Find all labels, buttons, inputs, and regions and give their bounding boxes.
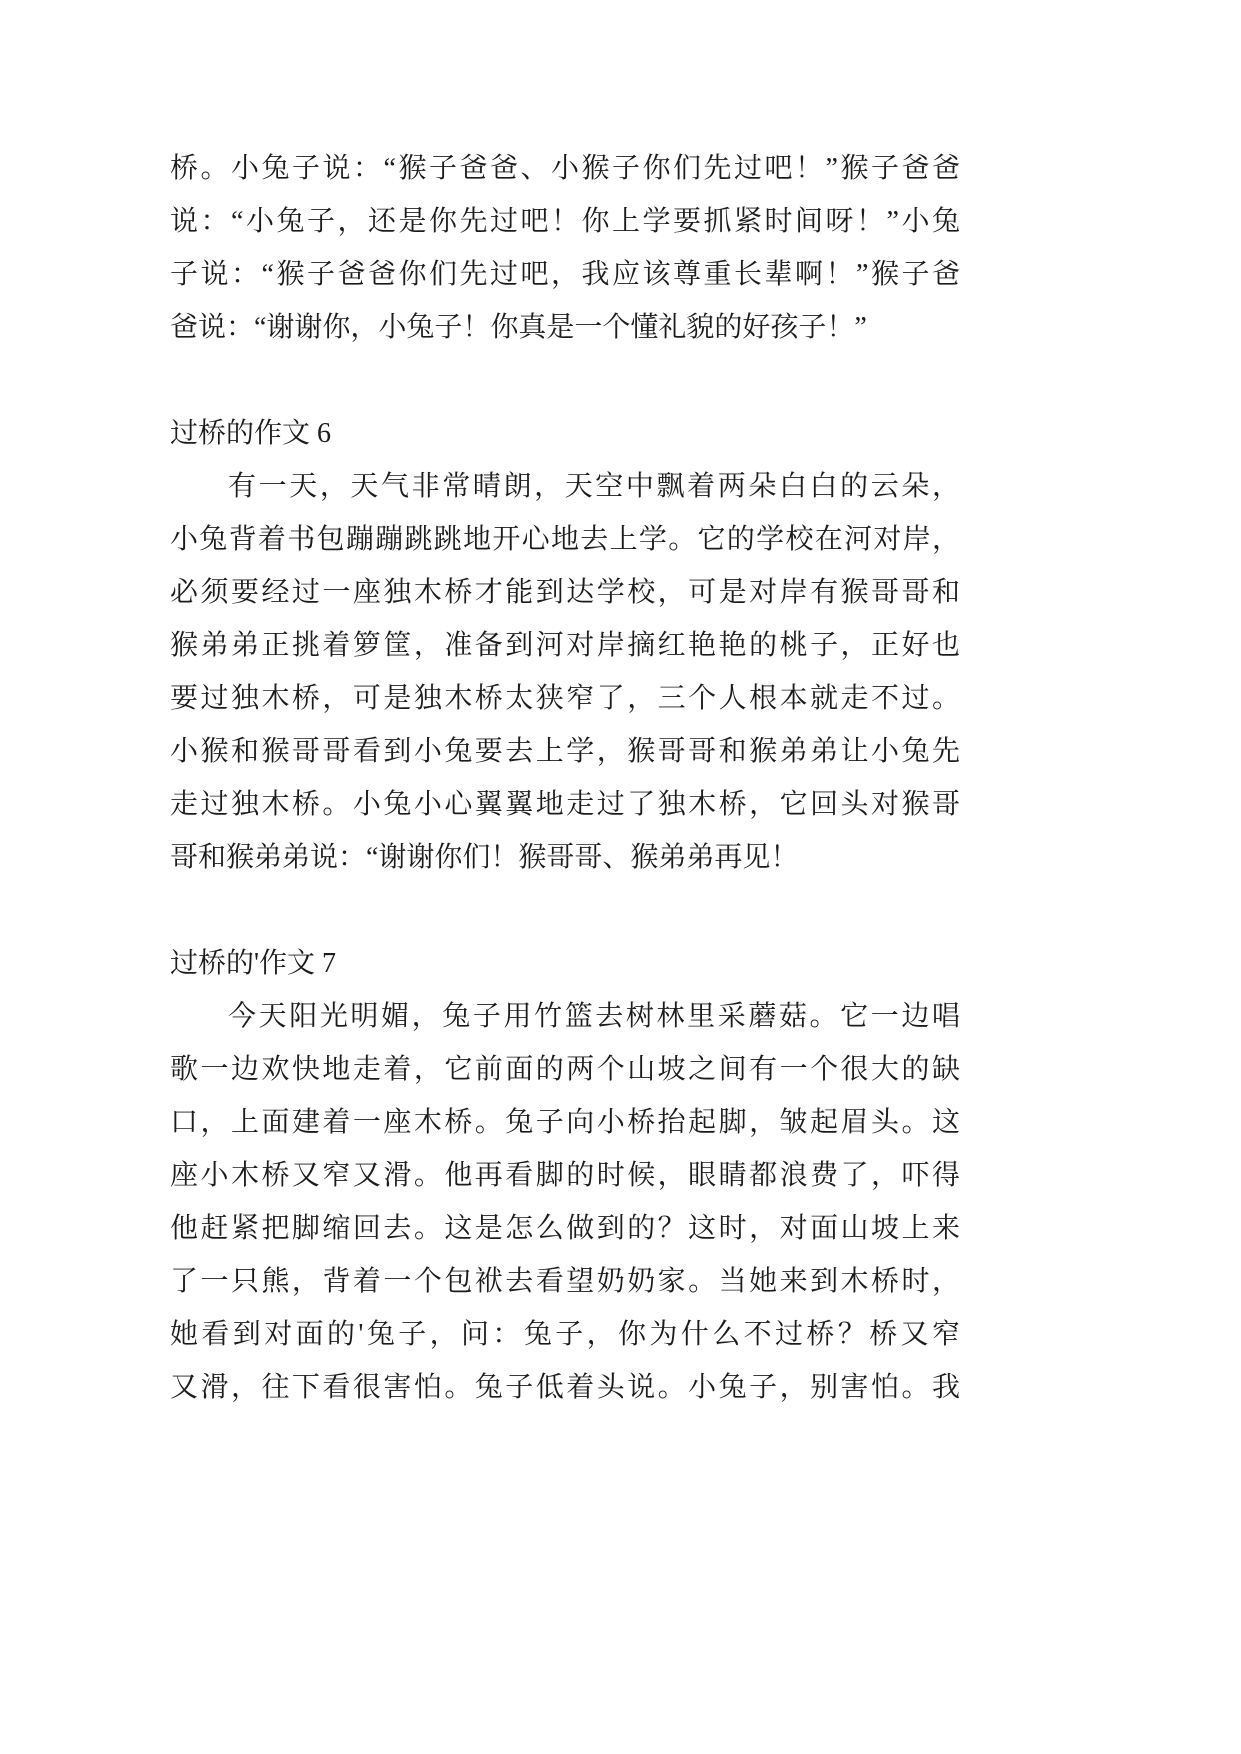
essay-7-line: 又滑，往下看很害怕。兔子低着头说。小兔子，别害怕。我	[170, 1372, 960, 1403]
paragraph-line: 子说：“猴子爸爸你们先过吧，我应该尊重长辈啊！”猴子爸	[170, 259, 960, 290]
paragraph-line: 爸说：“谢谢你，小兔子！你真是一个懂礼貌的好孩子！”	[170, 312, 867, 343]
essay-7-line: 她看到对面的'兔子，问：兔子，你为什么不过桥？桥又窄	[170, 1319, 960, 1350]
essay-6-line: 要过独木桥，可是独木桥太狭窄了，三个人根本就走不过。	[170, 683, 960, 714]
continuation-paragraph	[170, 142, 960, 354]
essay-7-line: 歌一边欢快地走着，它前面的两个山坡之间有一个很大的缺	[170, 1054, 960, 1085]
essay-7-line: 口，上面建着一座木桥。兔子向小桥抬起脚，皱起眉头。这	[170, 1107, 960, 1138]
paragraph-line: 说：“小兔子，还是你先过吧！你上学要抓紧时间呀！”小兔	[170, 206, 960, 237]
essay-6-line: 哥和猴弟弟说：“谢谢你们！猴哥哥、猴弟弟再见！	[170, 842, 799, 873]
essay-6-heading: 过桥的作文 6	[170, 418, 332, 449]
essay-6-line: 小猴和猴哥哥看到小兔要去上学，猴哥哥和猴弟弟让小兔先	[170, 736, 960, 767]
essay-7-line: 座小木桥又窄又滑。他再看脚的时候，眼睛都浪费了，吓得	[170, 1160, 960, 1191]
essay-6-line: 有一天，天气非常晴朗，天空中飘着两朵白白的云朵，	[228, 471, 960, 502]
essay-6-line: 走过独木桥。小兔小心翼翼地走过了独木桥，它回头对猴哥	[170, 789, 960, 820]
essay-7-line: 今天阳光明媚，兔子用竹篮去树林里采蘑菇。它一边唱	[228, 1001, 960, 1032]
paragraph-line: 桥。小兔子说：“猴子爸爸、小猴子你们先过吧！”猴子爸爸	[170, 153, 960, 184]
essay-7-heading: 过桥的'作文 7	[170, 948, 337, 979]
document-page	[170, 142, 960, 1414]
essay-6-line: 猴弟弟正挑着箩筐，准备到河对岸摘红艳艳的桃子，正好也	[170, 630, 960, 661]
essay-7-section	[170, 937, 960, 1414]
essay-7-line: 了一只熊，背着一个包袱去看望奶奶家。当她来到木桥时，	[170, 1266, 960, 1297]
essay-6-line: 小兔背着书包蹦蹦跳跳地开心地去上学。它的学校在河对岸，	[170, 524, 960, 555]
essay-6-section	[170, 407, 960, 884]
essay-6-line: 必须要经过一座独木桥才能到达学校，可是对岸有猴哥哥和	[170, 577, 960, 608]
essay-7-line: 他赶紧把脚缩回去。这是怎么做到的？这时，对面山坡上来	[170, 1213, 960, 1244]
